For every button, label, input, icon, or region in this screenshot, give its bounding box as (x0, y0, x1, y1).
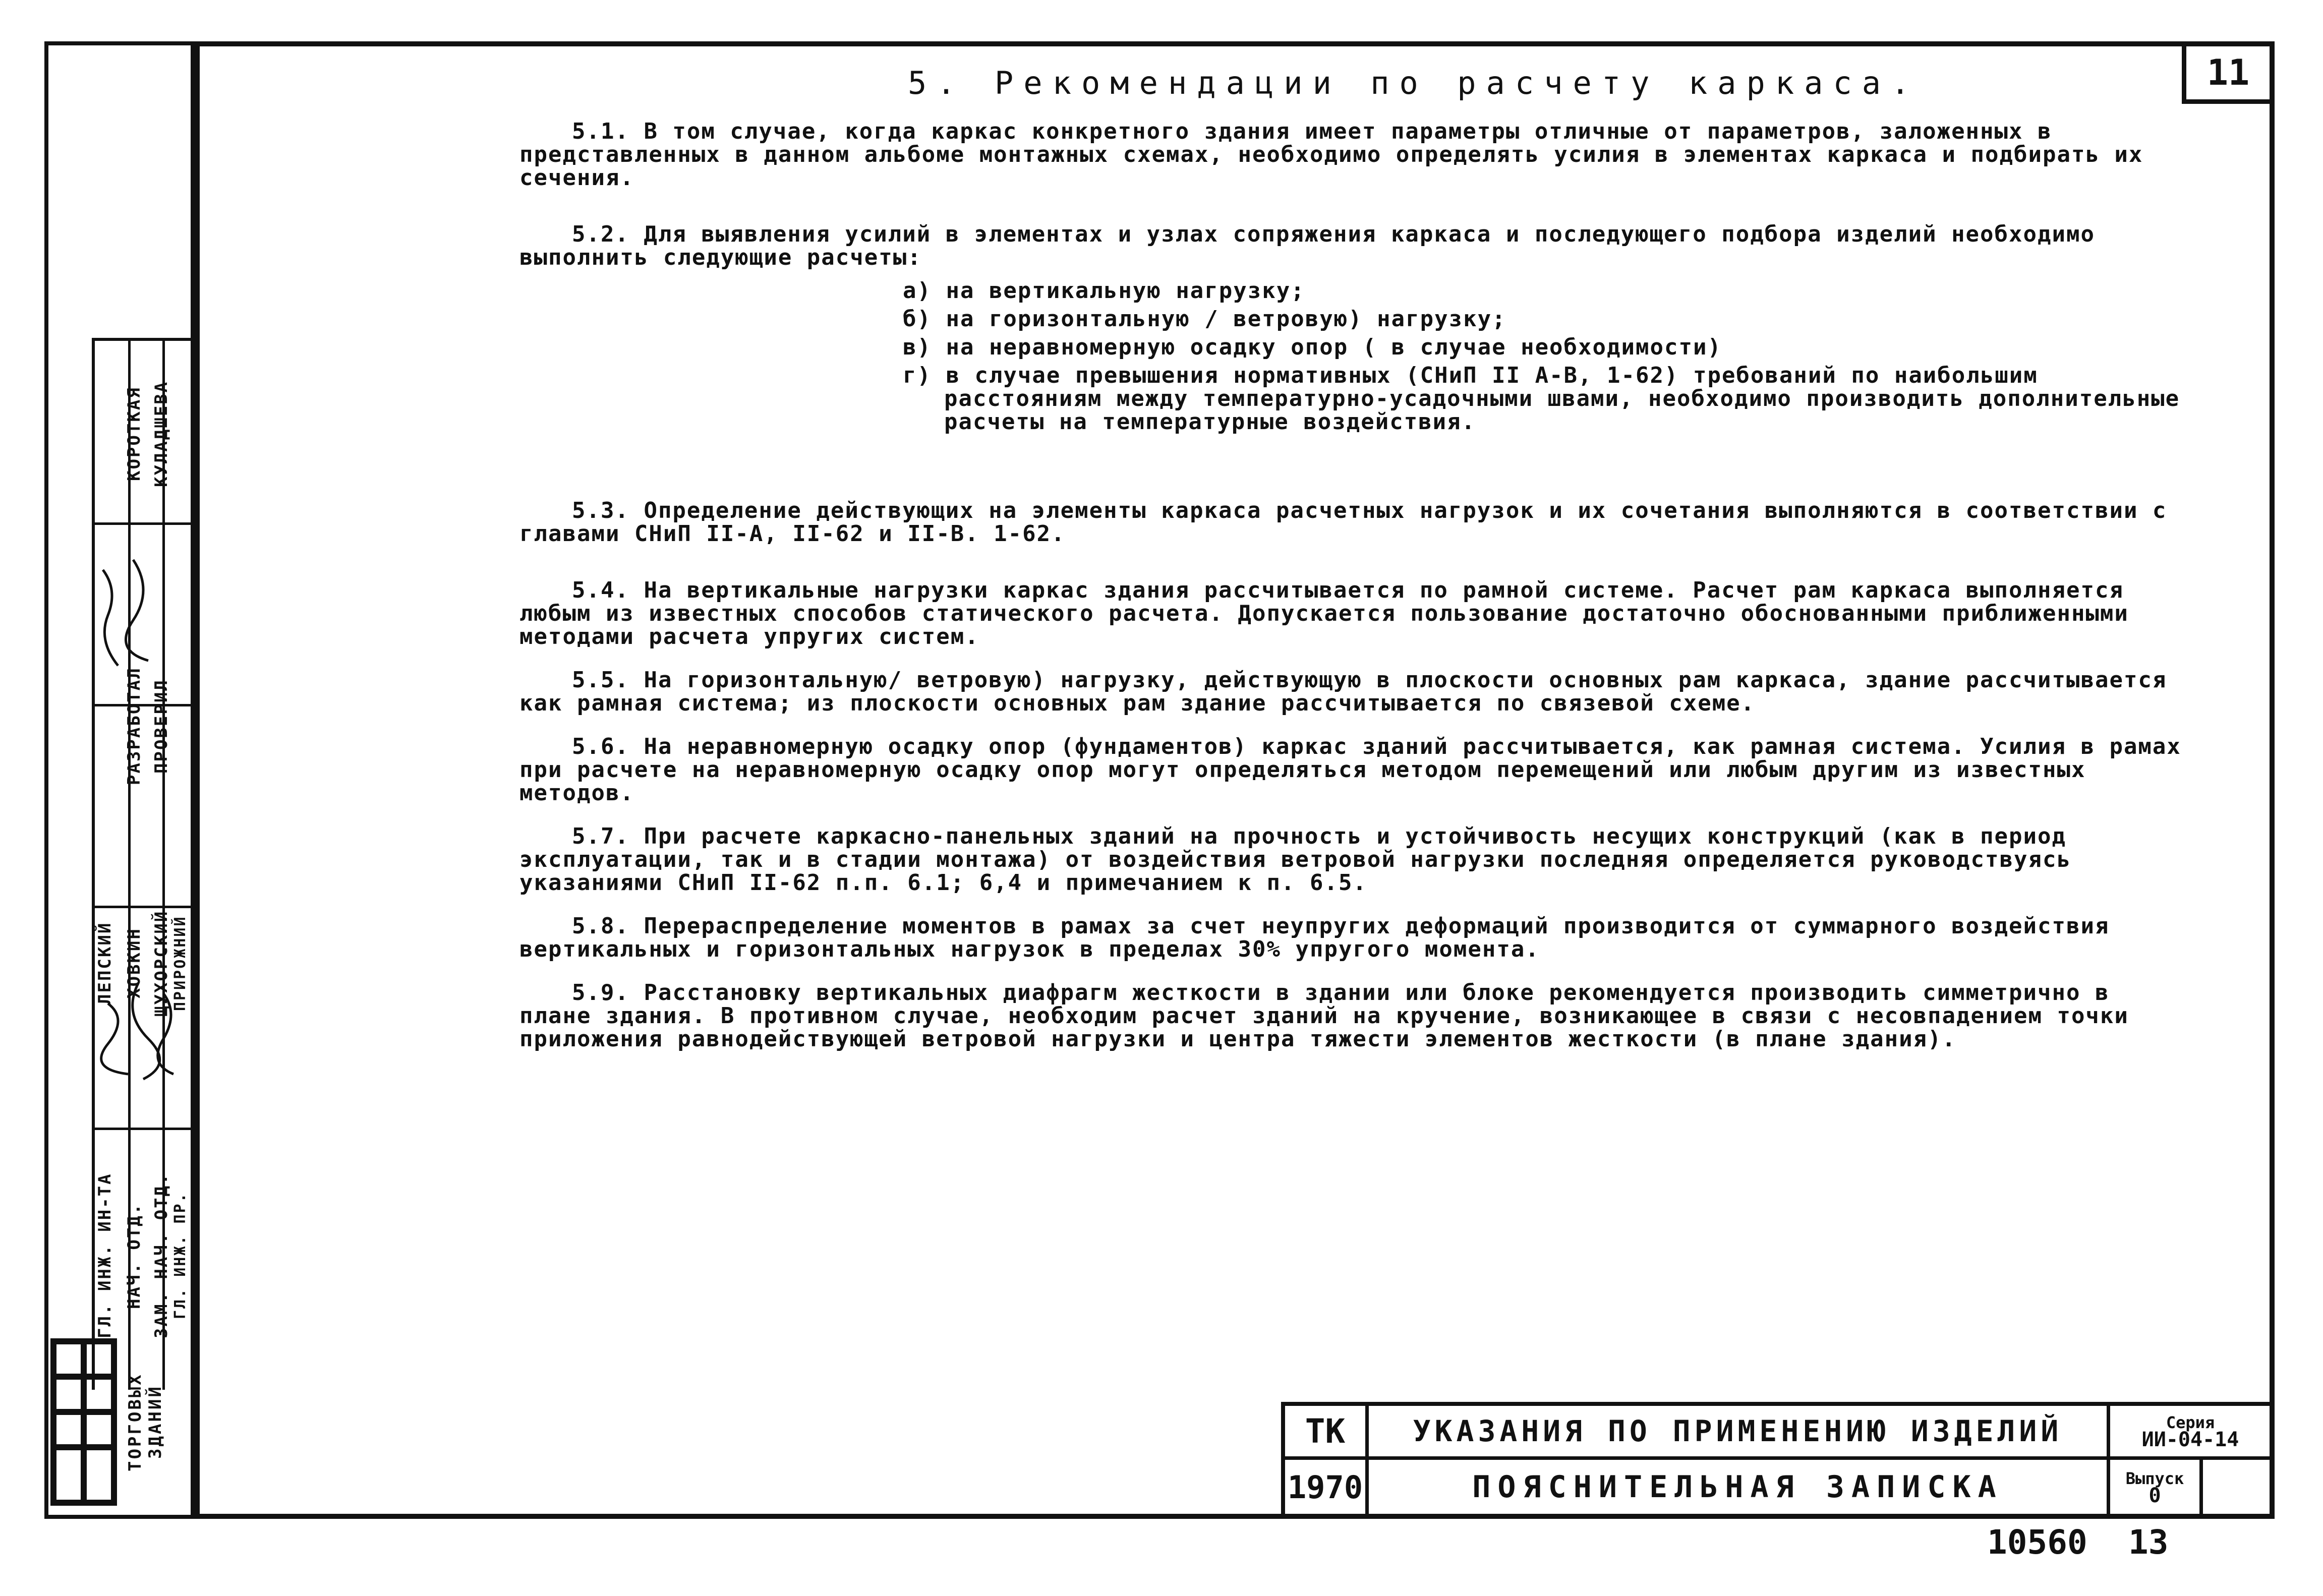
list-item: а) на вертикальную нагрузку; (903, 278, 1305, 304)
paragraph-5-5: 5.5. На горизонтальную/ ветровую) нагрузку, действующую в плоскости основных рам каркаса, здание рассчитывается как рамная система; из плоскости основных рам здание рассчитывается по связевой схеме. (519, 667, 2167, 716)
side-stamp (44, 41, 195, 1519)
tb-series-value: ИИ-04-14 (2141, 1428, 2239, 1451)
tb-issue-label: Выпуск (2125, 1469, 2184, 1488)
stamp-role: ГЛ. ИНЖ. ИН-ТА (95, 1172, 115, 1339)
sheet-number: 11 (2182, 41, 2275, 104)
tb-issue (2110, 1459, 2203, 1515)
paragraph-5-2: 5.2. Для выявления усилий в элементах и узлах сопряжения каркаса и последующего подбора изделий необходимо выполнить следующие расчеты: (519, 221, 2095, 270)
list-item: в) на неравномерную осадку опор ( в случае необходимости) (903, 334, 1722, 360)
signatures (93, 550, 194, 1155)
calc-list (903, 279, 2184, 434)
stamp-role: НАЧ. ОТД. (124, 1202, 144, 1309)
list-item: б) на горизонтальную / ветровую) нагрузку; (903, 306, 1506, 332)
stamp-name: ЛЕПСКИЙ (95, 921, 115, 1005)
paragraph-5-7: 5.7. При расчете каркасно-панельных зданий на прочность и устойчивость несущих конструкций (как в период эксплуатации, так и в стадии монтажа) от воздействия ветровой нагрузки последняя определяется руководствуясь указаниями СНиП II-62 п.п. 6.1; 6,4 и примечанием к п. 6.5. (519, 823, 2071, 896)
stamp-name: КУЛАДШЕВА (151, 380, 171, 487)
stamp-name: КОРОТКАЯ (124, 386, 144, 481)
stamp-roles (171, 1125, 190, 1387)
paragraph-5-1: 5.1. В том случае, когда каркас конкретного здания имеет параметры отличные от параметров, заложенных в представленных в данном альбоме монтажных схемах, необходимо определять усилия в элементах каркаса и подбирать их сечения. (519, 119, 2143, 191)
inventory-number: 10560 (1987, 1523, 2087, 1562)
paragraph-5-6: 5.6. На неравномерную осадку опор (фундаментов) каркас зданий рассчитывается, как рамная система. Усилия в рамах при расчете на неравномерную осадку опор могут определяться методом перемещений или любым другим из известных методов. (519, 734, 2181, 806)
tb-series-label: Серия (2166, 1413, 2215, 1432)
tb-issue-value: 0 (2148, 1484, 2161, 1507)
stamp-role: ГЛ. ИНЖ. ПР. (171, 1192, 189, 1320)
body-text (519, 120, 2184, 1084)
org-logo-icon (48, 1336, 119, 1508)
list-item: г) в случае превышения нормативных (СНиП II А-В, 1-62) требований по наибольшим расстояниям между температурно-усадочными швами, необходимо производить дополнительные расчеты на температурные воздействия. (903, 363, 2180, 435)
paragraph-5-9: 5.9. Расстановку вертикальных диафрагм жесткости в здании или блоке рекомендуется производить симметрично в плане здания. В противном случае, необходим расчет зданий на кручение, возникающее в связи с несовпадением точки приложения равнодействующей ветровой нагрузки и центра тяжести элементов жесткости (в плане здания). (519, 980, 2129, 1052)
stamp-name: ПРИРОЖНИЙ (171, 915, 189, 1011)
title-block (1281, 1402, 2275, 1519)
stamp-role: ПРОВЕРИЛ (151, 679, 171, 774)
tb-document: ПОЯСНИТЕЛЬНАЯ ЗАПИСКА (1369, 1459, 2110, 1515)
tb-code: ТК (1285, 1406, 1369, 1456)
org-name: ТОРГОВЫХ ЗДАНИЙ (125, 1373, 165, 1471)
paragraph-5-8: 5.8. Перераспределение моментов в рамах за счет неупругих деформаций производится от суммарного воздействия вертикальных и горизонтальных нагрузок в пределах 30% упругого момента. (519, 913, 2110, 962)
stamp-name: ЩУХОРСКИЙ (151, 910, 171, 1017)
tb-year: 1970 (1285, 1459, 1369, 1515)
paragraph-5-4: 5.4. На вертикальные нагрузки каркас здания рассчитывается по рамной системе. Расчет рам каркаса выполняется любым из известных способов статического расчета. Допускается пользование достаточно обоснованными приближенными методами расчета упругих систем. (519, 577, 2129, 649)
stamp-name: ХОВКИН (124, 927, 144, 999)
tb-series (2110, 1406, 2271, 1456)
stamp-names2 (151, 348, 181, 519)
stamp-role: РАЗРАБОТАЛ (124, 667, 144, 786)
tb-subject: УКАЗАНИЯ ПО ПРИМЕНЕНИЮ ИЗДЕЛИЙ (1369, 1406, 2110, 1456)
stamp-names2 (124, 348, 153, 519)
stamp-divider (95, 522, 198, 525)
section-title: 5. Рекомендации по расчету каркаса. (908, 65, 1920, 101)
stamp-role: ЗАМ. НАЧ. ОТД. (151, 1172, 171, 1339)
page-number: 13 (2128, 1523, 2169, 1562)
paragraph-5-3: 5.3. Определение действующих на элементы каркаса расчетных нагрузок и их сочетания выполняются в соответствии с главами СНиП II-А, II-62 и II-В. 1-62. (519, 498, 2167, 547)
